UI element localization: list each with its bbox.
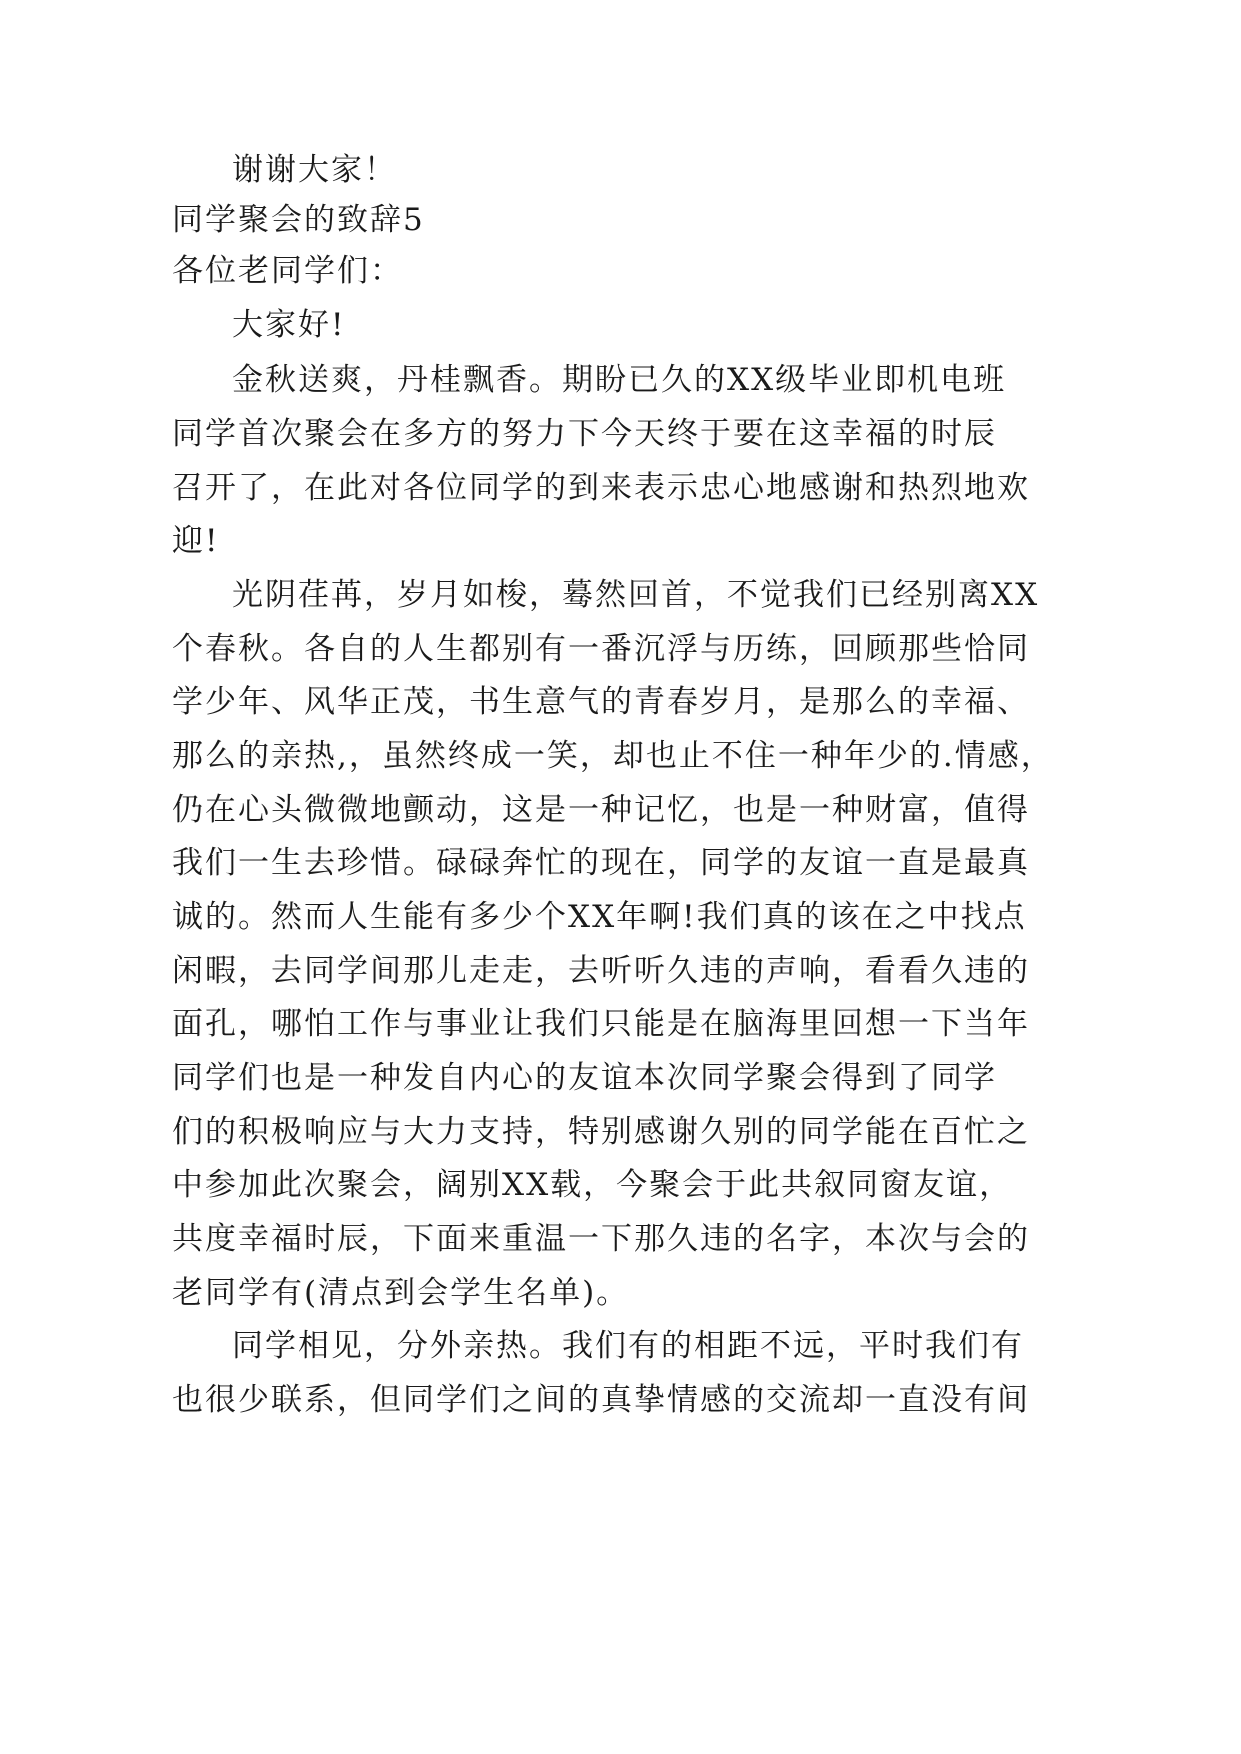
text-line: 仍在心头微微地颤动，这是一种记忆，也是一种财富，值得 [172, 792, 1030, 828]
text-line: 也很少联系，但同学们之间的真挚情感的交流却一直没有间 [172, 1382, 1030, 1418]
text-line: 学少年、风华正茂，书生意气的青春岁月，是那么的幸福、 [172, 684, 1030, 720]
salutation: 各位老同学们： [172, 253, 403, 289]
text-line: 谢谢大家！ [232, 152, 397, 188]
section-heading: 同学聚会的致辞5 [172, 202, 425, 238]
text-line: 面孔，哪怕工作与事业让我们只能是在脑海里回想一下当年 [172, 1006, 1030, 1042]
text-line: 们的积极响应与大力支持，特别感谢久别的同学能在百忙之 [172, 1114, 1030, 1150]
text-line: 老同学有(清点到会学生名单)。 [172, 1275, 630, 1311]
text-line: 金秋送爽，丹桂飘香。期盼已久的XX级毕业即机电班 [232, 362, 1007, 398]
text-line: 光阴荏苒，岁月如梭，蓦然回首，不觉我们已经别离XX [232, 577, 1040, 613]
text-line: 个春秋。各自的人生都别有一番沉浮与历练，回顾那些恰同 [172, 631, 1030, 667]
text-line: 那么的亲热,，虽然终成一笑，却也止不住一种年少的.情感， [172, 738, 1054, 774]
text-line: 同学相见，分外亲热。我们有的相距不远，平时我们有 [232, 1328, 1024, 1364]
text-line: 闲暇，去同学间那儿走走，去听听久违的声响，看看久违的 [172, 953, 1030, 989]
text-line: 我们一生去珍惜。碌碌奔忙的现在，同学的友谊一直是最真 [172, 845, 1030, 881]
text-line: 同学首次聚会在多方的努力下今天终于要在这幸福的时辰 [172, 416, 997, 452]
greeting: 大家好! [232, 307, 346, 343]
text-line: 中参加此次聚会，阔别XX载，今聚会于此共叙同窗友谊， [172, 1167, 1013, 1203]
text-line: 共度幸福时辰，下面来重温一下那久违的名字，本次与会的 [172, 1221, 1030, 1257]
text-line: 诚的。然而人生能有多少个XX年啊!我们真的该在之中找点 [172, 899, 1027, 935]
text-line: 召开了，在此对各位同学的到来表示忠心地感谢和热烈地欢 [172, 470, 1030, 506]
text-line: 同学们也是一种发自内心的友谊本次同学聚会得到了同学 [172, 1060, 997, 1096]
text-line: 迎! [172, 523, 220, 559]
